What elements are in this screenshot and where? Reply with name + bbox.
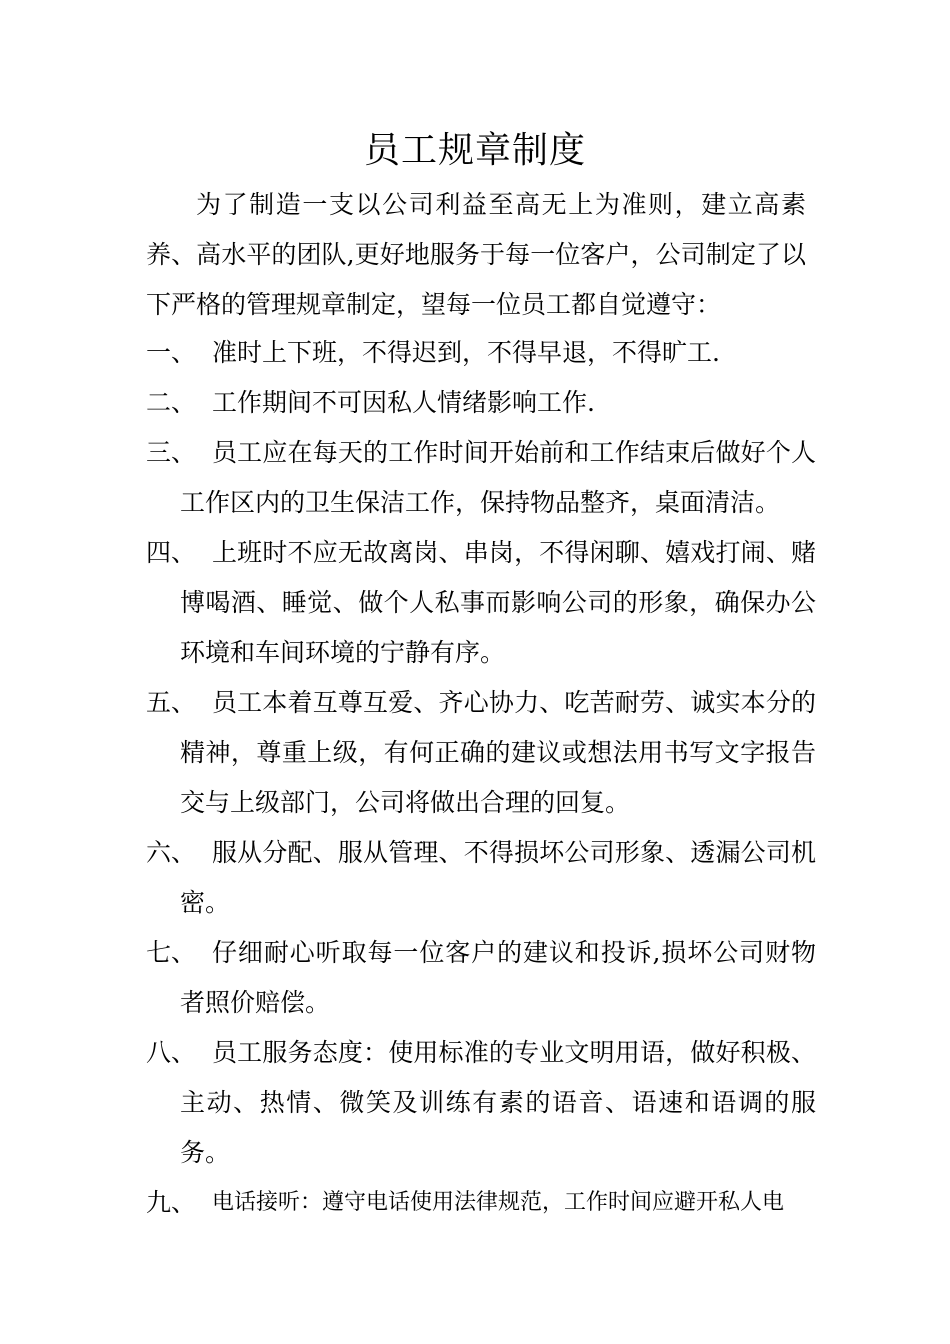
intro-paragraph — [146, 180, 806, 330]
document-title: 员工规章制度 — [363, 130, 586, 171]
rule-text: 工作期间不可因私人情绪影响工作. — [212, 388, 595, 417]
rule-item — [146, 378, 816, 428]
rule-number: 七、 — [146, 938, 197, 967]
rule-item — [146, 828, 816, 928]
rule-number: 二、 — [146, 388, 197, 417]
intro-text: 为了制造一支以公司利益至高无上为准则，建立高素养、高水平的团队,更好地服务于每一位客户，公司制定了以下严格的管理规章制定，望每一位员工都自觉遵守： — [146, 190, 806, 319]
rule-item — [146, 428, 816, 528]
rule-number: 一、 — [146, 338, 197, 367]
rule-text: 上班时不应无故离岗、串岗，不得闲聊、嬉戏打闹、赌博喝酒、睡觉、做个人私事而影响公司的形象，确保办公环境和车间环境的宁静有序。 — [180, 538, 816, 667]
rule-item — [146, 528, 816, 678]
rule-item — [146, 1178, 816, 1228]
rules-list — [146, 328, 816, 1228]
rule-number: 三、 — [146, 438, 197, 467]
rule-number: 六、 — [146, 838, 197, 867]
rule-item — [146, 678, 816, 828]
rule-text: 准时上下班，不得迟到，不得早退，不得旷工. — [212, 338, 720, 367]
rule-text: 服从分配、服从管理、不得损坏公司形象、透漏公司机密。 — [180, 838, 816, 917]
rule-text: 员工服务态度：使用标准的专业文明用语，做好积极、主动、热情、微笑及训练有素的语音、语速和语调的服务。 — [180, 1038, 816, 1167]
rule-number: 五、 — [146, 688, 197, 717]
rule-number: 四、 — [146, 538, 197, 567]
rule-text: 仔细耐心听取每一位客户的建议和投诉,损坏公司财物者照价赔偿。 — [180, 938, 816, 1017]
rule-item — [146, 1028, 816, 1178]
rule-text: 电话接听：遵守电话使用法律规范，工作时间应避开私人电 — [212, 1190, 785, 1215]
rule-item — [146, 328, 816, 378]
rule-text: 员工本着互尊互爱、齐心协力、吃苦耐劳、诚实本分的精神，尊重上级，有何正确的建议或想法用书写文字报告交与上级部门，公司将做出合理的回复。 — [180, 688, 816, 817]
rule-item — [146, 928, 816, 1028]
rule-number: 九、 — [146, 1188, 197, 1217]
rule-text: 员工应在每天的工作时间开始前和工作结束后做好个人工作区内的卫生保洁工作，保持物品整齐，桌面清洁。 — [180, 438, 816, 517]
rule-number: 八、 — [146, 1038, 197, 1067]
